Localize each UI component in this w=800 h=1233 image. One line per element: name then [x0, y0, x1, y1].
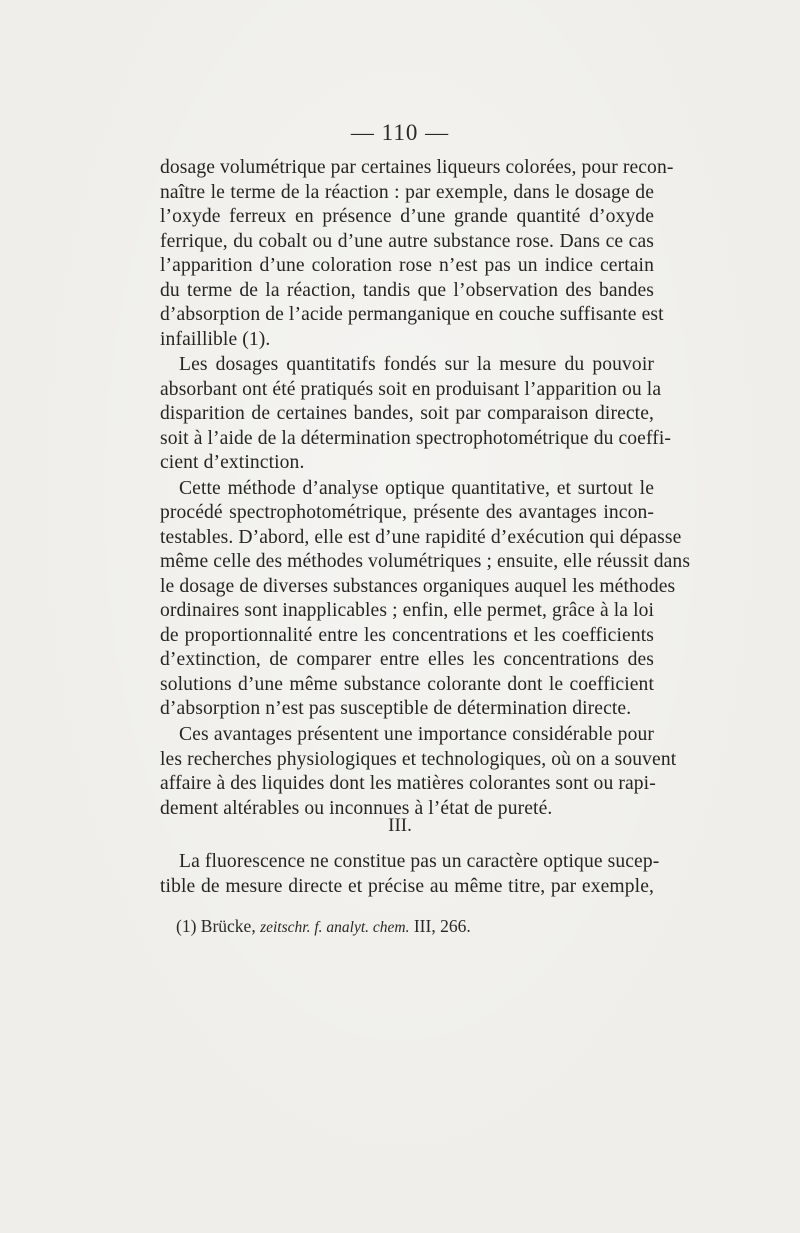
text-line: du terme de la réaction, tandis que l’observation des bandes [160, 279, 654, 301]
text-line: soit à l’aide de la détermination spectrophotométrique du coeffi- [160, 427, 672, 449]
text-line: absorbant ont été pratiqués soit en produisant l’apparition ou la [160, 378, 662, 400]
text-line: Les dosages quantitatifs fondés sur la mesure du pouvoir [179, 354, 654, 376]
text-line: l’apparition d’une coloration rose n’est pas un indice certain [160, 255, 654, 276]
text-line: infaillible (1). [160, 328, 271, 350]
text-line: d’extinction, de comparer entre elles les concentrations des [160, 649, 654, 671]
text-line: affaire à des liquides dont les matières colorantes sont ou rapi- [160, 773, 656, 795]
paragraph-1 [160, 156, 674, 352]
text-line: les recherches physiologiques et technologiques, où on a souvent [160, 748, 677, 770]
text-line: naître le terme de la réaction : par exemple, dans le dosage de [160, 181, 654, 203]
paragraph-3 [160, 477, 691, 722]
text-line: disparition de certaines bandes, soit par comparaison directe, [160, 403, 654, 425]
text-line: ferrique, du cobalt ou d’une autre substance rose. Dans ce cas [160, 230, 654, 252]
text-line: tible de mesure directe et précise au même titre, par exemple, [160, 875, 654, 897]
footnote-journal: zeitschr. f. analyt. chem. [260, 919, 410, 936]
text-line: dosage volumétrique par certaines liqueurs colorées, pour recon- [160, 157, 674, 178]
text-line: cient d’extinction. [160, 452, 305, 474]
text-line: de proportionnalité entre les concentrations et les coefficients [160, 624, 654, 646]
paragraph-2 [160, 353, 672, 476]
text-line: Ces avantages présentent une importance considérable pour [179, 724, 654, 746]
paragraph-4 [160, 723, 677, 821]
text-line: le dosage de diverses substances organiques auquel les méthodes [160, 575, 676, 597]
footnote-reference: III, 266. [413, 916, 471, 936]
text-line: dement altérables ou inconnues à l’état de pureté. [160, 797, 553, 819]
text-line: d’absorption n’est pas susceptible de détermination directe. [160, 698, 632, 720]
footnote [176, 914, 471, 940]
paragraph-5 [160, 850, 660, 899]
text-line: l’oxyde ferreux en présence d’une grande quantité d’oxyde [160, 206, 654, 227]
main-text [160, 156, 691, 821]
text-line: procédé spectrophotométrique, présente des avantages incon- [160, 502, 654, 524]
text-line: La fluorescence ne constitue pas un caractère optique sucep- [179, 851, 660, 872]
text-line: solutions d’une même substance colorante dont le coefficient [160, 673, 654, 695]
page-number: — 110 — [350, 120, 450, 145]
section-text [160, 850, 660, 899]
text-line: Cette méthode d’analyse optique quantitative, et surtout le [179, 477, 654, 499]
footnote-author: Brücke, [200, 916, 256, 936]
text-line: testables. D’abord, elle est d’une rapidité d’exécution qui dépasse [160, 526, 682, 548]
text-line: même celle des méthodes volumétriques ; ensuite, elle réussit dans [160, 551, 691, 573]
footnote-marker: (1) [176, 916, 197, 936]
text-line: ordinaires sont inapplicables ; enfin, elle permet, grâce à la loi [160, 600, 655, 622]
text-line: d’absorption de l’acide permanganique en couche suffisante est [160, 304, 664, 325]
section-heading: III. [388, 815, 412, 836]
